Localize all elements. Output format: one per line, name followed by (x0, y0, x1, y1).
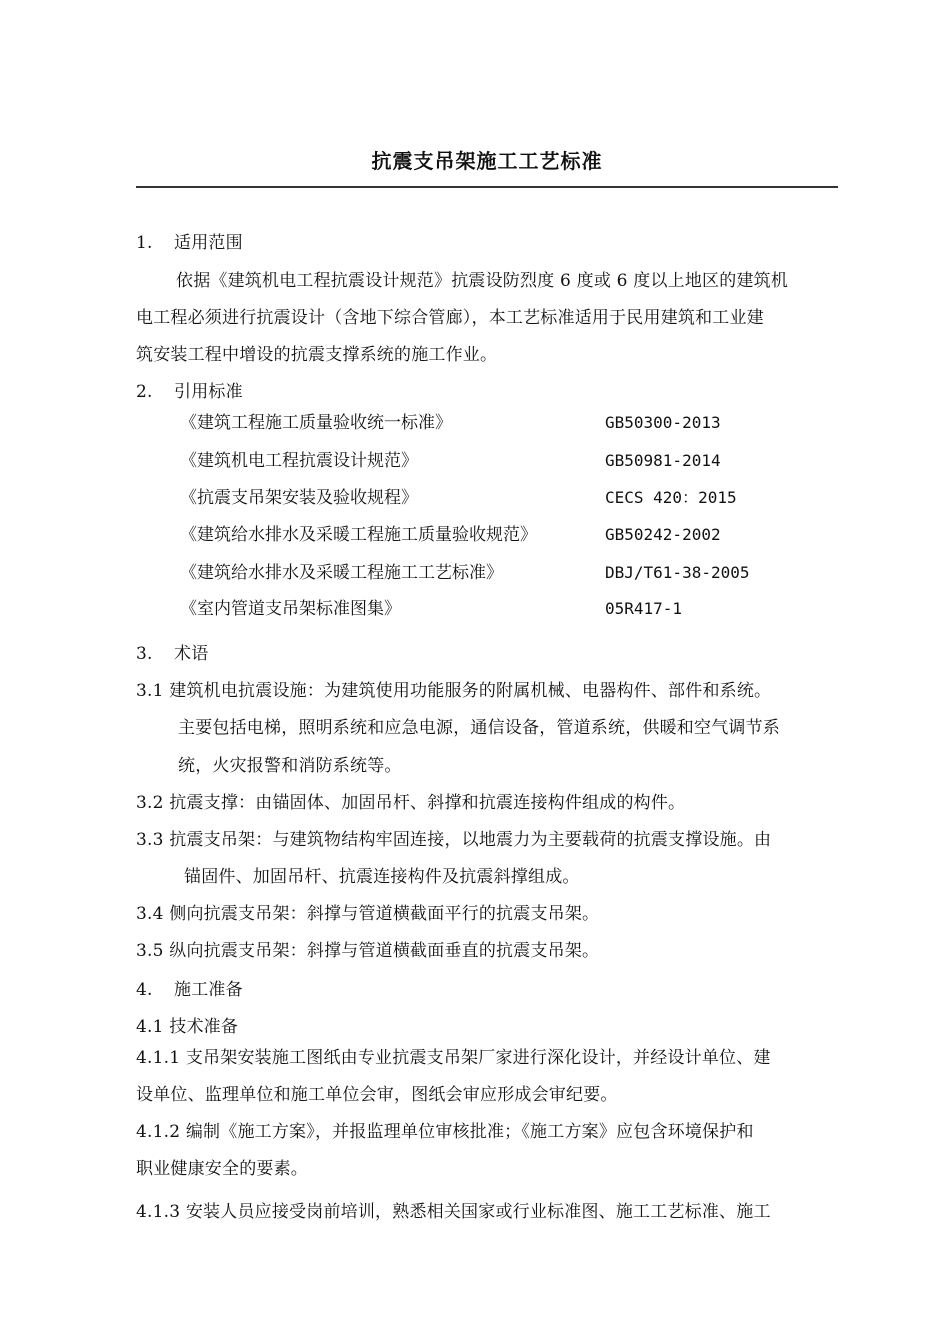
section-label: 适用范围 (174, 233, 243, 253)
reference-code: GB50981-2014 (605, 451, 721, 470)
subsection-heading: 4.1 技术准备 (136, 1017, 239, 1037)
reference-name: 《抗震支吊架安装及验收规程》 (180, 488, 418, 508)
section-number: 1. (136, 233, 153, 253)
paragraph-line: 电工程必须进行抗震设计（含地下综合管廊），本工艺标准适用于民用建筑和工业建 (136, 308, 764, 328)
section-1-heading (136, 232, 243, 254)
reference-code: CECS 420：2015 (605, 488, 737, 507)
term-line: 3.3 抗震支吊架：与建筑物结构牢固连接，以地震力为主要载荷的抗震支撑设施。由 (136, 830, 772, 850)
paragraph-line: 4.1.1 支吊架安装施工图纸由专业抗震支吊架厂家进行深化设计，并经设计单位、建 (136, 1048, 771, 1068)
term-line: 3.2 抗震支撑：由锚固体、加固吊杆、斜撑和抗震连接构件组成的构件。 (136, 793, 686, 813)
reference-name: 《建筑机电工程抗震设计规范》 (180, 451, 418, 471)
reference-name: 《室内管道支吊架标准图集》 (180, 599, 401, 619)
reference-row (180, 412, 721, 434)
title-divider (136, 186, 838, 188)
section-label: 施工准备 (174, 980, 243, 1000)
paragraph-line: 依据《建筑机电工程抗震设计规范》抗震设防烈度 6 度或 6 度以上地区的建筑机 (176, 271, 789, 291)
reference-code: 05R417-1 (605, 599, 683, 618)
section-number: 2. (136, 382, 153, 402)
section-label: 引用标准 (174, 382, 243, 402)
section-4-heading (136, 979, 243, 1001)
reference-row (180, 598, 683, 620)
paragraph-line: 筑安装工程中增设的抗震支撑系统的施工作业。 (136, 345, 498, 365)
reference-row (180, 562, 750, 584)
reference-code: GB50300-2013 (605, 413, 721, 432)
reference-code: GB50242-2002 (605, 525, 721, 544)
section-2-heading (136, 381, 243, 403)
term-line: 3.4 侧向抗震支吊架：斜撑与管道横截面平行的抗震支吊架。 (136, 904, 600, 924)
section-label: 术语 (174, 644, 209, 664)
reference-code: DBJ/T61-38-2005 (605, 563, 750, 582)
term-line: 3.1 建筑机电抗震设施：为建筑使用功能服务的附属机械、电器构件、部件和系统。 (136, 681, 772, 701)
reference-row (180, 487, 737, 509)
paragraph-line: 设单位、监理单位和施工单位会审，图纸会审应形成会审纪要。 (136, 1085, 618, 1105)
reference-row (180, 524, 721, 546)
reference-name: 《建筑给水排水及采暖工程施工工艺标准》 (180, 563, 503, 583)
section-3-heading (136, 643, 208, 665)
term-line: 统，火灾报警和消防系统等。 (178, 756, 402, 776)
section-number: 4. (136, 980, 153, 1000)
paragraph-line: 4.1.3 安装人员应接受岗前培训，熟悉相关国家或行业标准图、施工工艺标准、施工 (136, 1202, 771, 1222)
paragraph-line: 4.1.2 编制《施工方案》，并报监理单位审核批准；《施工方案》应包含环境保护和 (136, 1122, 754, 1142)
term-line: 主要包括电梯，照明系统和应急电源，通信设备，管道系统，供暖和空气调节系 (178, 718, 780, 738)
reference-name: 《建筑给水排水及采暖工程施工质量验收规范》 (180, 525, 537, 545)
document-title: 抗震支吊架施工工艺标准 (371, 149, 603, 173)
reference-row (180, 450, 721, 472)
paragraph-line: 职业健康安全的要素。 (136, 1159, 308, 1179)
term-line: 3.5 纵向抗震支吊架：斜撑与管道横截面垂直的抗震支吊架。 (136, 941, 600, 961)
term-line: 锚固件、加固吊杆、抗震连接构件及抗震斜撑组成。 (184, 867, 580, 887)
reference-name: 《建筑工程施工质量验收统一标准》 (180, 413, 452, 433)
section-number: 3. (136, 644, 153, 664)
